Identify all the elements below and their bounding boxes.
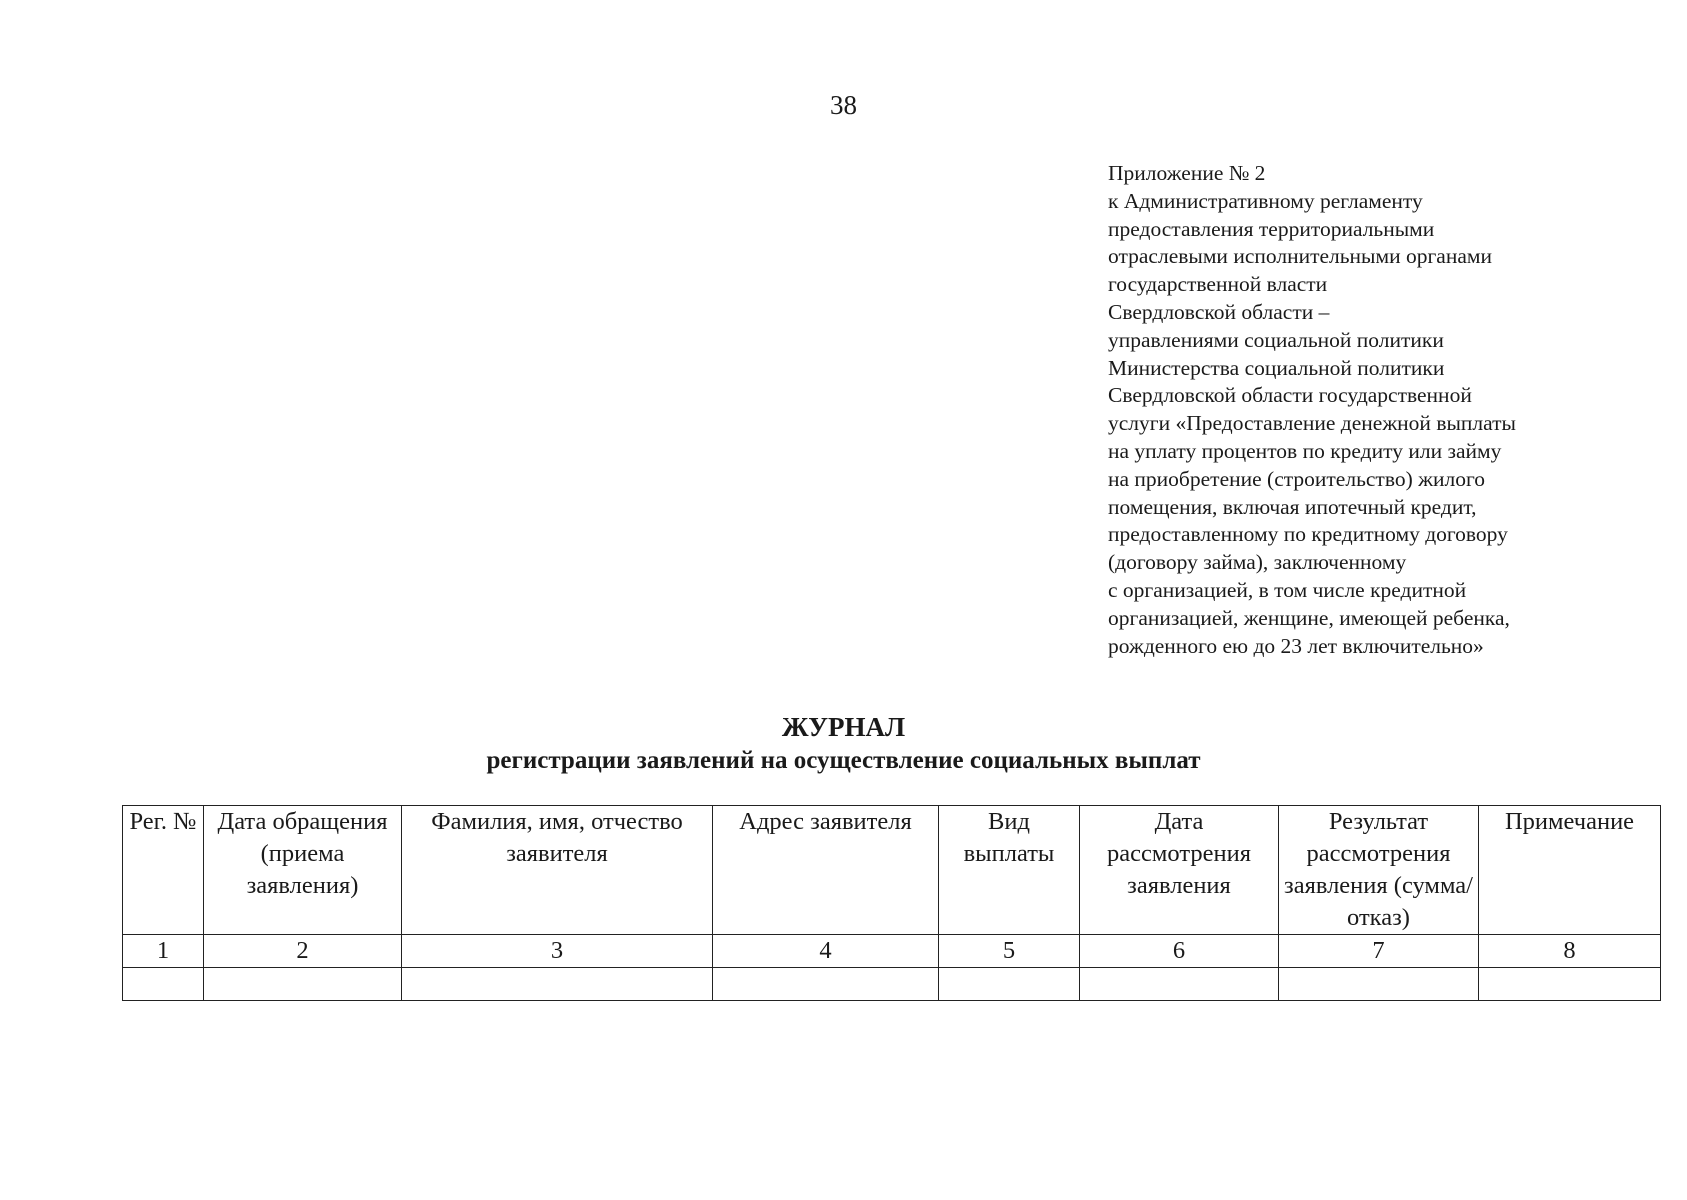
table-cell xyxy=(402,968,713,1001)
appendix-line: государственной власти xyxy=(1108,272,1328,297)
column-number: 2 xyxy=(204,935,402,968)
column-header: Вид выплаты xyxy=(939,806,1080,935)
table-row xyxy=(123,968,1661,1001)
appendix-block xyxy=(1108,160,1628,660)
column-header: Рег. № xyxy=(123,806,204,935)
column-header: Примечание xyxy=(1479,806,1661,935)
appendix-line: Свердловской области государственной xyxy=(1108,383,1472,408)
appendix-line: предоставления территориальными xyxy=(1108,216,1435,241)
appendix-line: организацией, женщине, имеющей ребенка, xyxy=(1108,605,1510,630)
appendix-line: (договору займа), заключенному xyxy=(1108,550,1407,575)
column-number: 3 xyxy=(402,935,713,968)
appendix-line: Свердловской области – xyxy=(1108,299,1330,324)
table-cell xyxy=(1479,968,1661,1001)
column-header: Адрес заявителя xyxy=(713,806,939,935)
appendix-line: с организацией, в том числе кредитной xyxy=(1108,577,1467,602)
appendix-line: к Административному регламенту xyxy=(1108,188,1423,213)
appendix-line: предоставленному по кредитному договору xyxy=(1108,522,1508,547)
table-cell xyxy=(1279,968,1479,1001)
journal-table xyxy=(122,805,1661,1001)
appendix-line: на приобретение (строительство) жилого xyxy=(1108,466,1485,491)
table-cell xyxy=(204,968,402,1001)
column-number: 1 xyxy=(123,935,204,968)
column-number: 5 xyxy=(939,935,1080,968)
appendix-line: помещения, включая ипотечный кредит, xyxy=(1108,494,1477,519)
column-number: 4 xyxy=(713,935,939,968)
table-cell xyxy=(939,968,1080,1001)
journal-subtitle: регистрации заявлений на осуществление социальных выплат xyxy=(486,747,1201,774)
column-number: 8 xyxy=(1479,935,1661,968)
page-number: 38 xyxy=(830,90,857,120)
table-cell xyxy=(713,968,939,1001)
appendix-line: отраслевыми исполнительными органами xyxy=(1108,244,1493,269)
appendix-line: управлениями социальной политики xyxy=(1108,327,1444,352)
appendix-line: услуги «Предоставление денежной выплаты xyxy=(1108,411,1516,436)
column-header: Результат рассмотрения заявления (сумма/отказ) xyxy=(1279,806,1479,935)
table-cell xyxy=(1080,968,1279,1001)
appendix-line: рожденного ею до 23 лет включительно» xyxy=(1108,633,1484,658)
table-header-row xyxy=(123,806,1661,935)
journal-title: ЖУРНАЛ xyxy=(781,712,906,742)
column-header: Дата рассмотрения заявления xyxy=(1080,806,1279,935)
column-number: 6 xyxy=(1080,935,1279,968)
column-header: Дата обращения (приема заявления) xyxy=(204,806,402,935)
column-number: 7 xyxy=(1279,935,1479,968)
column-header: Фамилия, имя, отчество заявителя xyxy=(402,806,713,935)
appendix-line: на уплату процентов по кредиту или займу xyxy=(1108,438,1502,463)
appendix-line: Приложение № 2 xyxy=(1108,161,1266,185)
table-cell xyxy=(123,968,204,1001)
appendix-line: Министерства социальной политики xyxy=(1108,355,1445,380)
column-number-row xyxy=(123,935,1661,968)
